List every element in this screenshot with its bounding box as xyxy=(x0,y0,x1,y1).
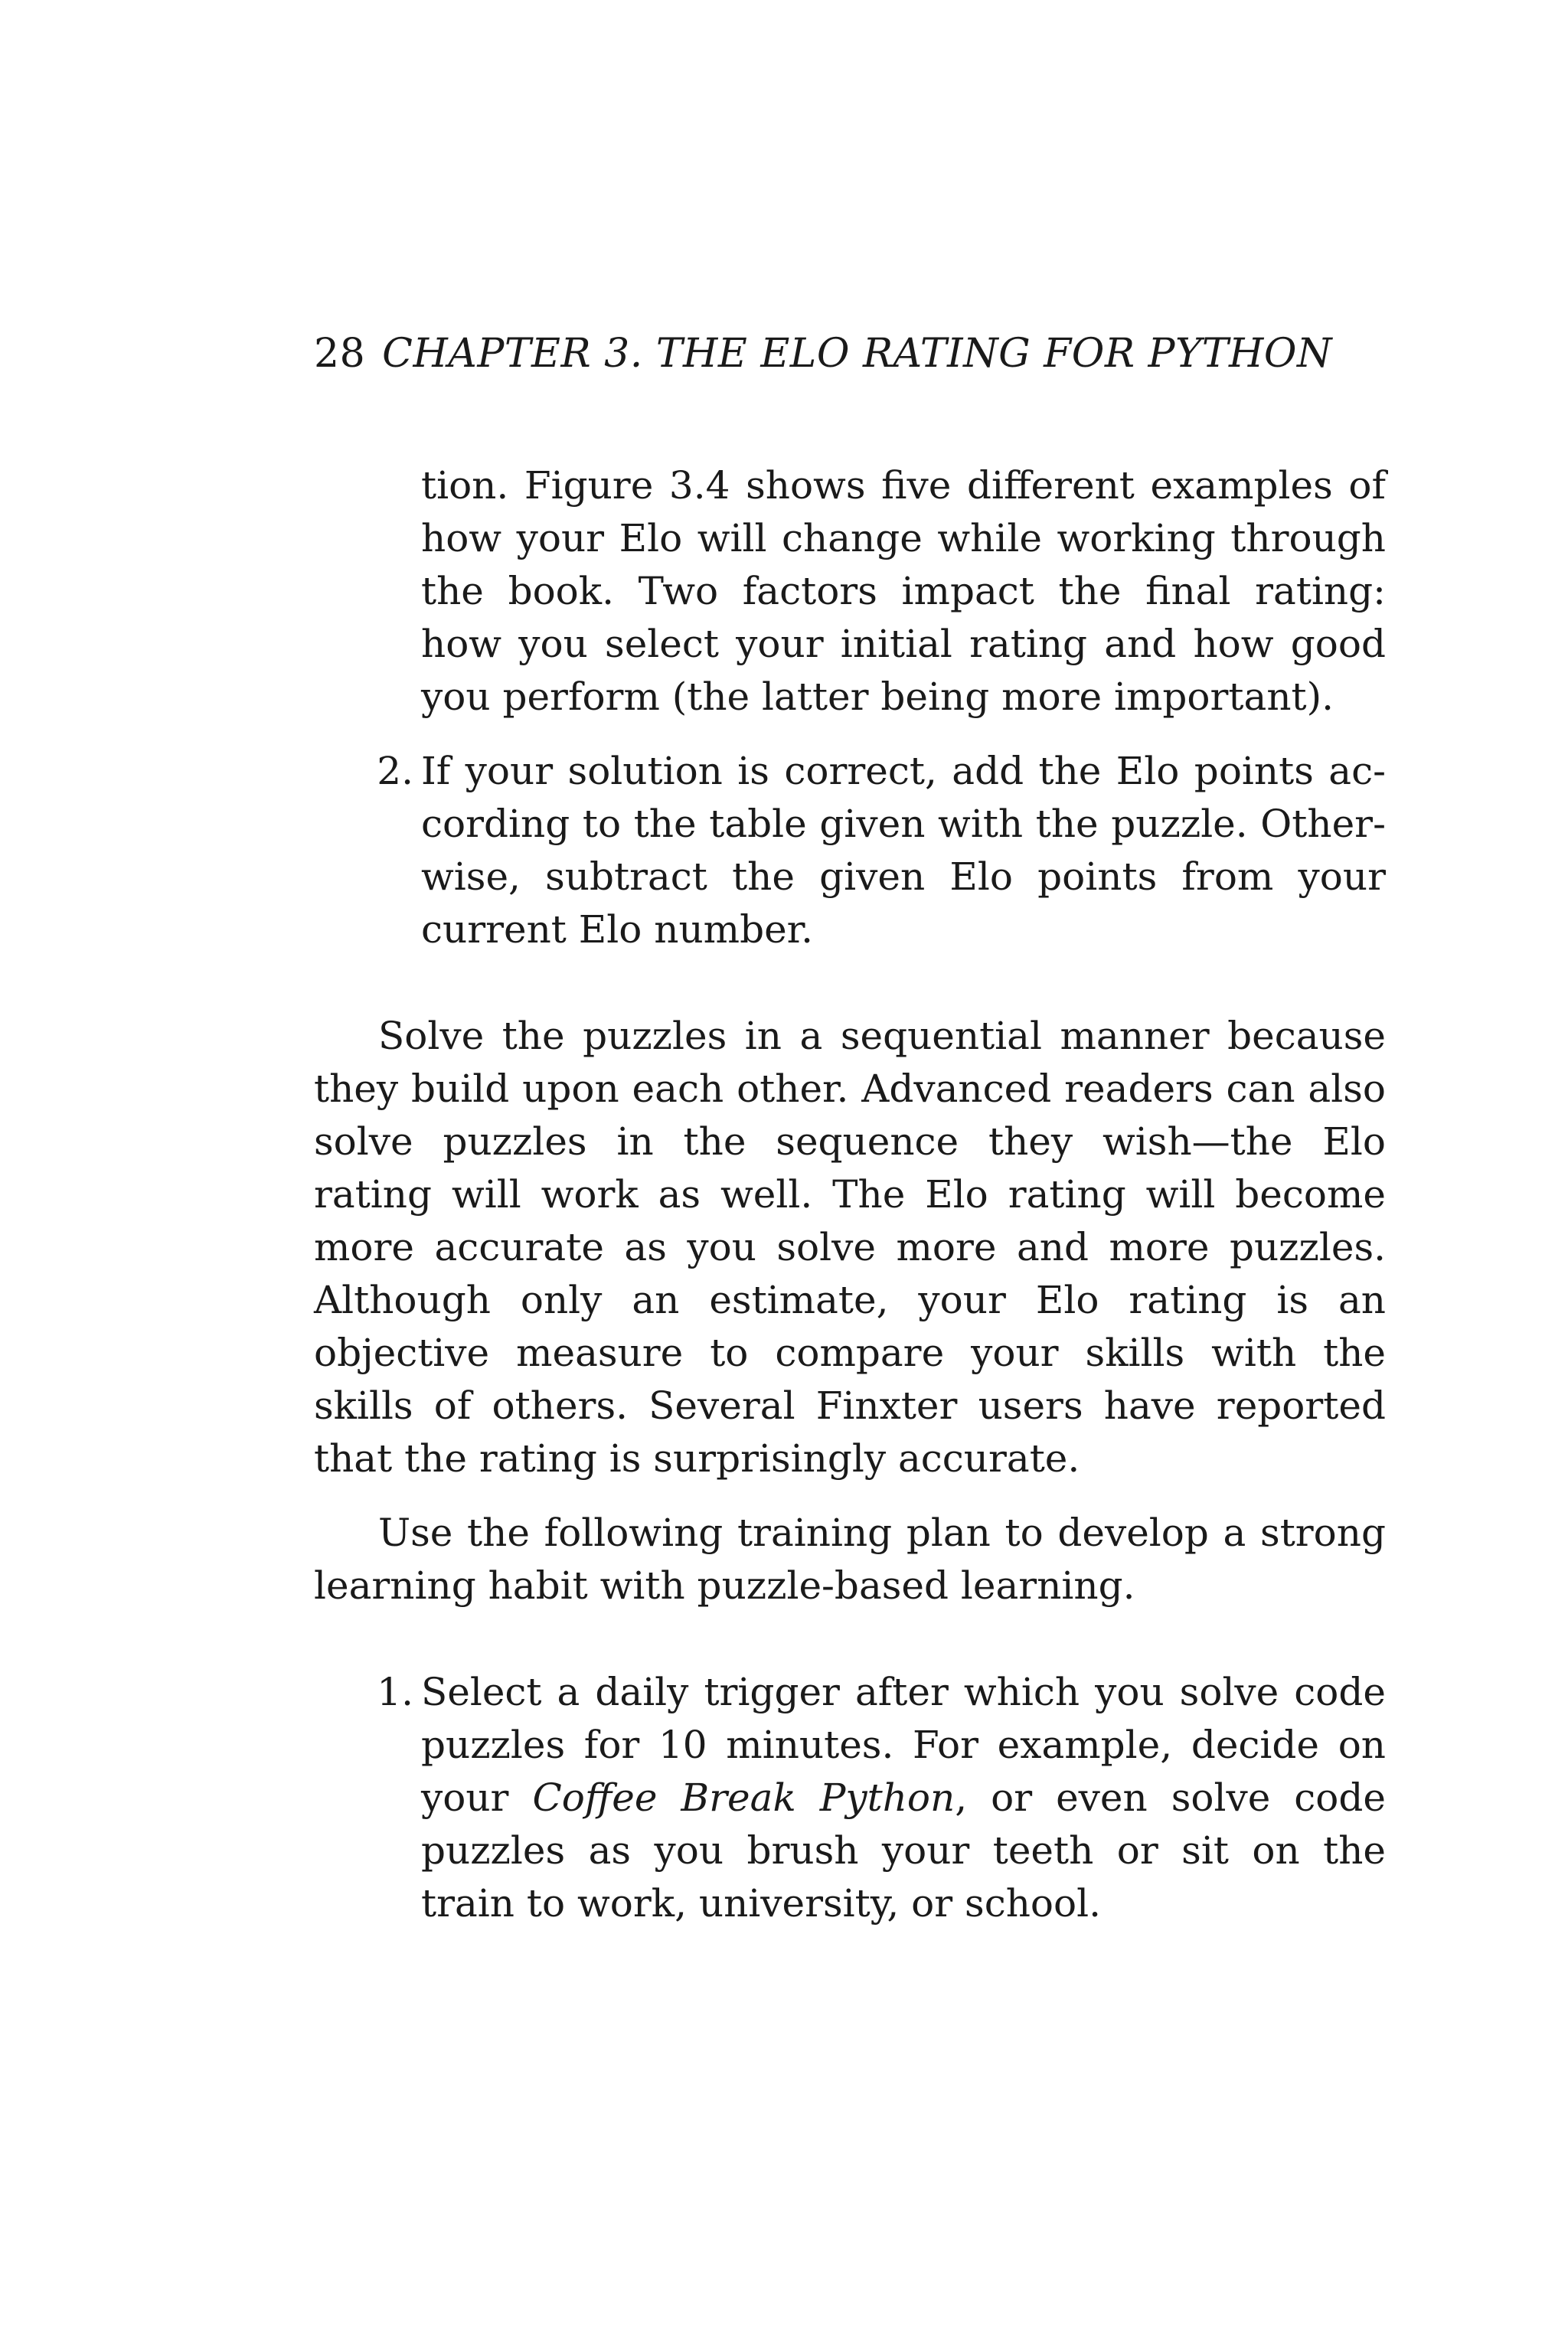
list-item-number: 2. xyxy=(377,749,413,793)
paragraph-sequential-solving: Solve the puzzles in a sequential manner because they build upon each other. Advanced readers can also solve puzzles in the sequence they wish—the Elo rating will work as well. The Elo rating will become more accurate as you solve more and more puzzles. Although only an estimate, your Elo rating is an objective measure to compare your skills with the skills of others. Several Finxter users have reported that the rating is surprisingly accurate. xyxy=(314,1014,1386,1481)
list-item-continuation: tion. Figure 3.4 shows five different examples of how your Elo will change while working through the book. Two factors impact the final rating: how you select your initial rating and how good you perform (the latter being more important). xyxy=(421,463,1386,719)
book-title: Coffee Break Python xyxy=(532,1775,956,1820)
page-number: 28 xyxy=(314,331,366,377)
list-item-number: 1. xyxy=(377,1670,413,1714)
running-head xyxy=(314,329,1386,378)
paragraph-training-plan: Use the following training plan to develop a strong learning habit with puzzle-based learning. xyxy=(314,1511,1386,1608)
chapter-title: CHAPTER 3. THE ELO RATING FOR PYTHON xyxy=(382,331,1333,377)
list-item-2 xyxy=(377,745,1386,956)
body-text xyxy=(314,459,1386,1930)
list-item-text-start: Select a daily trigger after which you solve code puzzles for 10 minutes. For example, decide on your xyxy=(421,1670,1386,1820)
list-item-text-end: , or even solve code puzzles as you brush your teeth or sit on the train to work, university, or school. xyxy=(421,1775,1386,1926)
list-item-text xyxy=(421,1666,1386,1930)
list-item-1 xyxy=(377,1666,1386,1930)
list-item-text: If your solution is correct, add the Elo points according to the table given with the puzzle. Otherwise, subtract the given Elo points from your current Elo number. xyxy=(421,749,1386,952)
